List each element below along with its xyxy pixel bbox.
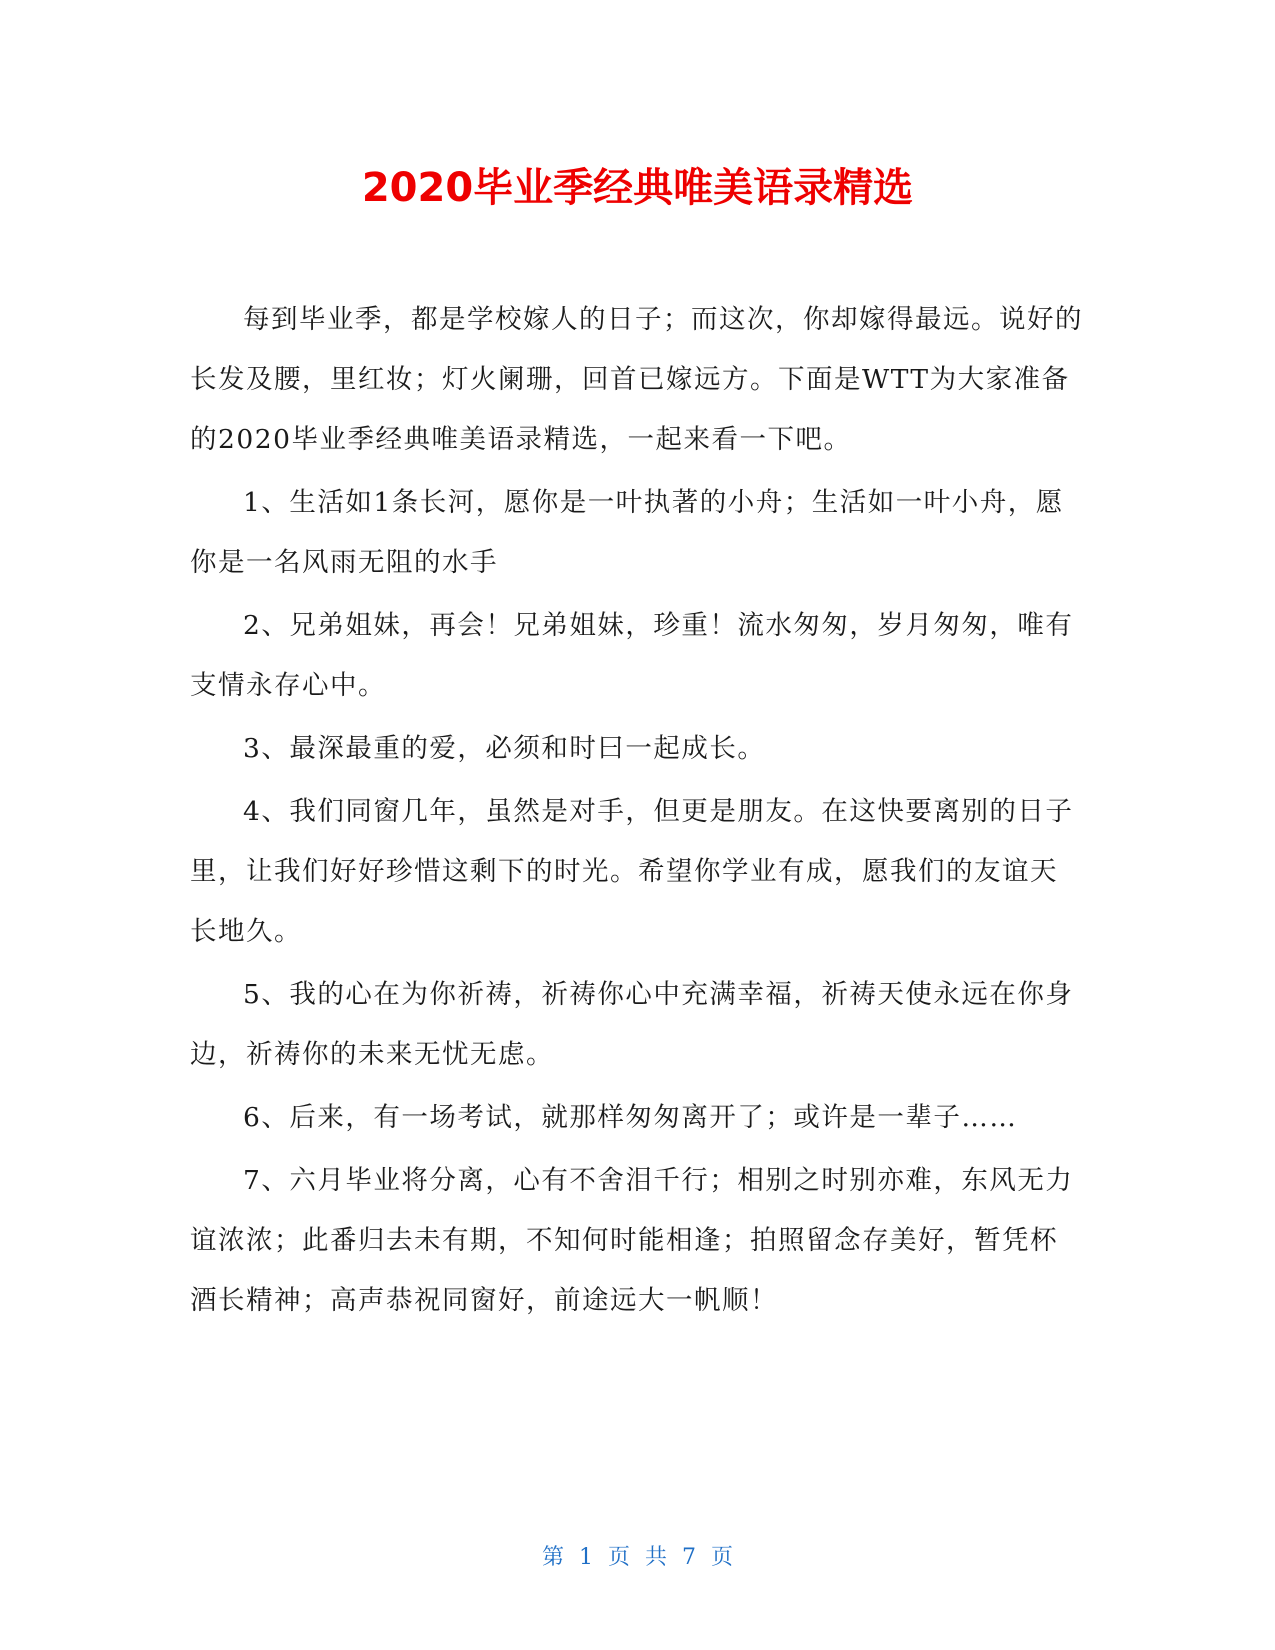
document-title: 2020毕业季经典唯美语录精选 [361,165,914,211]
page-number-footer: 第 1 页 共 7 页 [542,1545,733,1570]
quote-paragraph-7: 7、六月毕业将分离，心有不舍泪千行；相别之时别亦难，东风无力谊浓浓；此番归去未有期，不知何时能相逢；拍照留念存美好，暂凭杯酒长精神；高声恭祝同窗好，前途远大一帆顺！ [190,1165,1074,1316]
quote-paragraph-2: 2、兄弟姐妹，再会！兄弟姐妹，珍重！流水匆匆，岁月匆匆，唯有支情永存心中。 [190,610,1074,701]
quote-paragraph-6: 6、后来，有一场考试，就那样匆匆离开了；或许是一辈子…… [243,1102,1018,1133]
quote-paragraph-3: 3、最深最重的爱，必须和时曰一起成长。 [243,733,766,764]
intro-paragraph: 每到毕业季，都是学校嫁人的日子；而这次，你却嫁得最远。说好的长发及腰，里红妆；灯火阑珊，回首已嫁远方。下面是WTT为大家准备的2020毕业季经典唯美语录精选，一起来看一下吧。 [190,304,1083,455]
quote-paragraph-4: 4、我们同窗几年，虽然是对手，但更是朋友。在这快要离别的日子里，让我们好好珍惜这剩下的时光。希望你学业有成，愿我们的友谊天长地久。 [190,796,1074,947]
quote-paragraph-1: 1、生活如1条长河，愿你是一叶执著的小舟；生活如一叶小舟，愿你是一名风雨无阻的水手 [190,487,1064,578]
quote-paragraph-5: 5、我的心在为你祈祷，祈祷你心中充满幸福，祈祷天使永远在你身边，祈祷你的未来无忧无虑。 [190,979,1074,1070]
document-body [190,290,1085,1334]
